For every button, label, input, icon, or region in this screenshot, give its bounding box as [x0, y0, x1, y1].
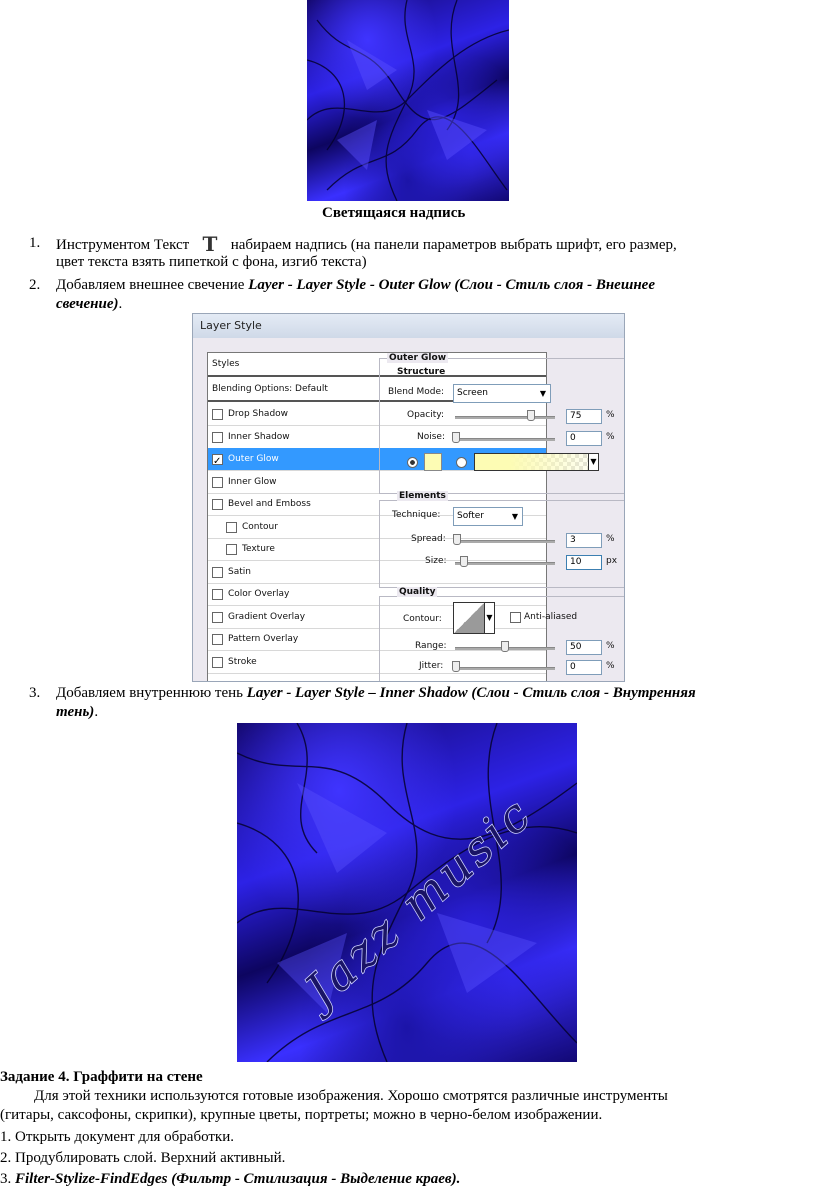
noise-field[interactable]: 0: [566, 431, 602, 446]
step-1-line2: цвет текста взять пипеткой с фона, изгиб текста): [56, 254, 367, 270]
size-slider[interactable]: [455, 562, 555, 565]
blend-mode-label: Blend Mode:: [388, 387, 445, 397]
jitter-label: Jitter:: [419, 661, 444, 671]
style-item-label: Gradient Overlay: [228, 611, 306, 622]
step-2-emph: Layer - Layer Style - Outer Glow (Слои - Стиль слоя - Внешнее: [248, 277, 655, 293]
blend-mode-dropdown[interactable]: [453, 384, 551, 403]
step-3-line2: [56, 703, 98, 722]
gradient-radio[interactable]: [456, 457, 467, 468]
step-3-end: .: [94, 704, 99, 720]
caption: Светящаяся надпись: [322, 205, 466, 221]
step-3-emph2: тень): [56, 704, 95, 720]
glow-gradient-picker[interactable]: [474, 453, 590, 471]
style-item-label: Texture: [242, 544, 275, 554]
noise-knob[interactable]: [452, 432, 460, 443]
contour-picker[interactable]: [453, 602, 485, 634]
style-item-label: Inner Glow: [228, 476, 277, 487]
jitter-field[interactable]: 0: [566, 660, 602, 675]
task-para-line2: (гитары, саксофоны, скрипки), крупные цветы, портреты; можно в черно-белом изображении.: [0, 1107, 603, 1123]
color-radio[interactable]: [407, 457, 418, 468]
style-checkbox[interactable]: [226, 544, 237, 555]
opacity-slider[interactable]: [455, 416, 555, 419]
style-checkbox[interactable]: [226, 522, 237, 533]
style-checkbox[interactable]: [212, 589, 223, 600]
step-3-number: 3.: [29, 685, 41, 701]
step-2-number: 2.: [29, 277, 41, 293]
text-tool-icon: T: [202, 232, 218, 256]
style-checkbox[interactable]: [212, 432, 223, 443]
contour-label: Contour:: [403, 614, 442, 624]
size-field[interactable]: 10: [566, 555, 602, 570]
task-step-1: 1. Открыть документ для обработки.: [0, 1129, 235, 1145]
style-checkbox[interactable]: [212, 634, 223, 645]
jitter-knob[interactable]: [452, 661, 460, 672]
glow-background-image: [307, 0, 509, 201]
style-item-label: Color Overlay: [228, 589, 290, 599]
task-step-3-num: 3.: [0, 1171, 12, 1187]
style-item-label: Outer Glow: [228, 454, 279, 464]
style-checkbox[interactable]: [212, 499, 223, 510]
style-item-label: Satin: [228, 566, 251, 577]
blending-options[interactable]: Blending Options: Default: [208, 378, 546, 402]
chevron-down-icon: ▼: [511, 512, 518, 521]
range-unit: %: [606, 641, 615, 651]
noise-slider[interactable]: [455, 438, 555, 441]
jitter-slider[interactable]: [455, 667, 555, 670]
jazz-music-image: [237, 723, 577, 1062]
step-1-number: 1.: [29, 235, 41, 251]
style-item-label: Bevel and Emboss: [228, 499, 311, 509]
style-checkbox[interactable]: [212, 567, 223, 578]
range-knob[interactable]: [501, 641, 509, 652]
spread-label: Spread:: [411, 534, 446, 544]
step-2-text: [56, 276, 816, 295]
style-item-label: Stroke: [228, 656, 257, 667]
size-knob[interactable]: [460, 556, 468, 567]
style-item-label: Pattern Overlay: [228, 634, 299, 644]
step-2-before: Добавляем внешнее свечение: [56, 277, 245, 293]
step-3-before: Добавляем внутреннюю тень: [56, 685, 243, 701]
range-label: Range:: [415, 641, 447, 651]
spread-knob[interactable]: [453, 534, 461, 545]
glow-color-swatch[interactable]: [424, 453, 442, 471]
quality-heading: Quality: [399, 587, 436, 597]
style-checkbox[interactable]: [212, 657, 223, 668]
step-2-end: .: [118, 296, 123, 312]
layer-style-dialog: [192, 313, 625, 682]
size-label: Size:: [425, 556, 447, 566]
elements-heading: Elements: [399, 491, 446, 501]
technique-dropdown[interactable]: [453, 507, 523, 526]
style-checkbox[interactable]: [212, 612, 223, 623]
spread-field[interactable]: 3: [566, 533, 602, 548]
spread-slider[interactable]: [455, 540, 555, 543]
step-2-line2: [56, 295, 122, 314]
task-step-3: [0, 1170, 460, 1189]
opacity-unit: %: [606, 410, 615, 420]
step-1-after: набираем надпись (на панели параметров выбрать шрифт, его размер,: [230, 237, 677, 253]
task-step-3-text: Filter-Stylize-FindEdges (Фильтр - Стилизация - Выделение краев).: [15, 1171, 461, 1187]
contour-dropdown-arrow[interactable]: ▼: [484, 602, 495, 634]
jazz-music-text: Jazz music: [294, 785, 544, 1018]
style-item-label: Contour: [242, 521, 278, 532]
task-para-line1: Для этой техники используются готовые изображения. Хорошо смотрятся различные инструменты: [34, 1088, 668, 1104]
outer-glow-panel: [379, 358, 625, 494]
style-checkbox[interactable]: [212, 454, 223, 465]
style-item-label: Drop Shadow: [228, 409, 289, 419]
antialiased-label: Anti-aliased: [524, 612, 578, 622]
task-step-2: 2. Продублировать слой. Верхний активный.: [0, 1150, 286, 1166]
step-3-text: [56, 684, 816, 703]
task-title: Задание 4. Граффити на стене: [0, 1069, 203, 1085]
noise-unit: %: [606, 432, 615, 442]
structure-heading: Structure: [397, 367, 446, 377]
range-field[interactable]: 50: [566, 640, 602, 655]
opacity-knob[interactable]: [527, 410, 535, 421]
step-1-before: Инструментом Текст: [56, 237, 190, 253]
blend-mode-value: Screen: [457, 388, 488, 398]
technique-label: Technique:: [392, 510, 441, 520]
opacity-label: Opacity:: [407, 410, 444, 420]
spread-unit: %: [606, 534, 615, 544]
style-checkbox[interactable]: [212, 477, 223, 488]
opacity-field[interactable]: 75: [566, 409, 602, 424]
step-2-emph2: свечение): [56, 296, 119, 312]
step-3-emph: Layer - Layer Style – Inner Shadow (Слои - Стиль слоя - Внутренняя: [246, 685, 696, 701]
jitter-unit: %: [606, 661, 615, 671]
noise-label: Noise:: [417, 432, 445, 442]
technique-value: Softer: [457, 511, 484, 521]
antialiased-checkbox[interactable]: [510, 612, 521, 623]
chevron-down-icon: ▼: [539, 389, 546, 398]
gradient-dropdown-arrow[interactable]: ▼: [588, 453, 599, 471]
outer-glow-heading: Outer Glow: [389, 353, 447, 363]
styles-header[interactable]: Styles: [208, 353, 546, 377]
style-checkbox[interactable]: [212, 409, 223, 420]
size-unit: px: [606, 556, 618, 566]
dialog-title: Layer Style: [193, 314, 624, 338]
style-item-label: Inner Shadow: [228, 431, 290, 442]
